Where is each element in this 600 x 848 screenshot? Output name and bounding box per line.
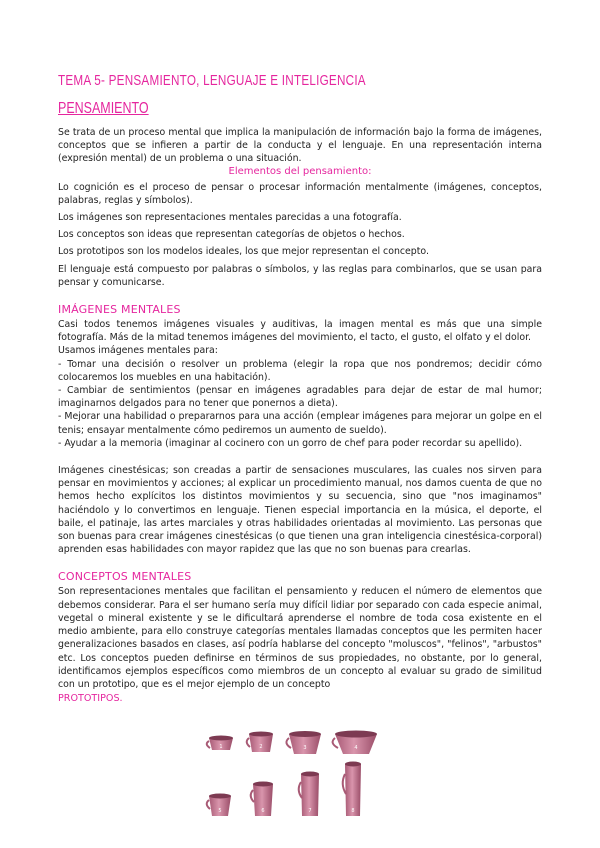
cup-label-1: 1 [219, 744, 223, 750]
imagenes-paragraph-1: Casi todos tenemos imágenes visuales y auditivas, la imagen mental es más que una simple fotografía. Más de la mitad tenemos imágenes del movimiento, el tacto, el gusto, el olfato y el dolor. [58, 319, 542, 344]
element-lenguaje: El lenguaje está compuesto por palabras o símbolos, y las reglas para combinarlos, que se usan para pensar y comunicarse. [58, 263, 542, 288]
section-heading-pensamiento: PENSAMIENTO [58, 100, 149, 117]
page-title: TEMA 5- PENSAMIENTO, LENGUAJE E INTELIGENCIA [58, 72, 366, 89]
cup-label-3: 3 [303, 745, 307, 751]
prototype-cups-figure [205, 728, 385, 828]
cup-label-8: 8 [351, 808, 355, 814]
intro-paragraph: Se trata de un proceso mental que implica la manipulación de información bajo la forma de imágenes, conceptos que se infieren a partir de la conducta y el lenguaje. En una representación interna (expresión mental) de un problema o una situación. [58, 127, 542, 165]
imagenes-bullet-4: - Ayudar a la memoria (imaginar al cocinero con un gorro de chef para poder recordar su apellido). [58, 437, 523, 449]
cup-8 [343, 762, 361, 817]
conceptos-paragraph: Son representaciones mentales que facilitan el pensamiento y reducen el número de elementos que debemos considerar. Para el ser humano sería muy difícil lidiar por separado con cada especie animal, vegetal o mineral existente y se le dificultará aprenderse el nombre de toda cosa existente en el medio ambiente, para ello construye categorías mentales llamadas conceptos que les permiten hacer generalizaciones basados en clases, así podría hablarse del concepto "moluscos", "felinos", "arbustos" etc. Los conceptos pueden definirse en términos de sus propiedades, no obstante, por lo general, identificamos ejemplos específicos como miembros de un concepto al evaluar su grado de similitud con un prototipo, que es el mejor ejemplo de un concepto [58, 586, 542, 690]
cup-6 [251, 782, 273, 817]
cup-3 [286, 731, 321, 754]
cup-2 [247, 732, 273, 753]
element-prototipos: Los prototipos son los modelos ideales, los que mejor representan el concepto. [58, 246, 429, 258]
imagenes-bullet-2: - Cambiar de sentimientos (pensar en imágenes agradables para dejar de estar de mal humor; imaginarnos delgados para no tener que ponernos a dieta). [58, 385, 542, 410]
element-conceptos: Los conceptos son ideas que representan categorías de objetos o hechos. [58, 229, 405, 241]
section-heading-imagenes: IMÁGENES MENTALES [58, 303, 181, 317]
cup-label-5: 5 [218, 808, 222, 814]
element-imagenes: Los imágenes son representaciones mentales parecidas a una fotografía. [58, 212, 402, 224]
section-heading-conceptos: CONCEPTOS MENTALES [58, 570, 192, 584]
document-page [58, 70, 542, 704]
cup-label-6: 6 [261, 808, 265, 814]
kinesthetic-paragraph: Imágenes cinestésicas; son creadas a partir de sensaciones musculares, las cuales nos sirven para pensar en movimientos y acciones; al explicar un procedimiento manual, nos damos cuenta de que no hemos hecho explícitos los distintos movimientos y su secuencia, sino que "nos imaginamos" haciéndolo y lo convertimos en lenguaje. Tienen especial importancia en la música, el deporte, el baile, el patinaje, las artes marciales y otras habilidades orientadas al movimiento. Las personas que son buenas para crear imágenes cinestésicas (o que tienen una gran inteligencia cinestésica-corporal) aprenden esas habilidades con mayor rapidez que las que no son buenas para crearlas. [58, 465, 542, 556]
cup-label-2: 2 [259, 744, 263, 750]
cup-label-4: 4 [354, 745, 358, 751]
imagenes-bullet-3: - Mejorar una habilidad o prepararnos para una acción (emplear imágenes para mejorar un golpe en el tenis; ensayar mentalmente cómo pediremos un aumento de sueldo). [58, 411, 542, 436]
element-cognicion: Lo cognición es el proceso de pensar o procesar información mentalmente (imágenes, conceptos, palabras, reglas y símbolos). [58, 181, 542, 206]
prototipos-heading: PROTOTIPOS. [58, 693, 123, 705]
cup-1 [207, 736, 233, 751]
cup-5 [207, 794, 231, 817]
imagenes-paragraph-2: Usamos imágenes mentales para: [58, 345, 218, 357]
cup-4 [333, 731, 377, 755]
imagenes-bullet-1: - Tomar una decisión o resolver un problema (elegir la ropa que nos pondremos; decidir cómo colocaremos los muebles en una habitación). [58, 358, 542, 383]
elements-heading: Elementos del pensamiento: [228, 165, 372, 177]
cup-7 [299, 772, 319, 817]
cup-label-7: 7 [308, 808, 312, 814]
